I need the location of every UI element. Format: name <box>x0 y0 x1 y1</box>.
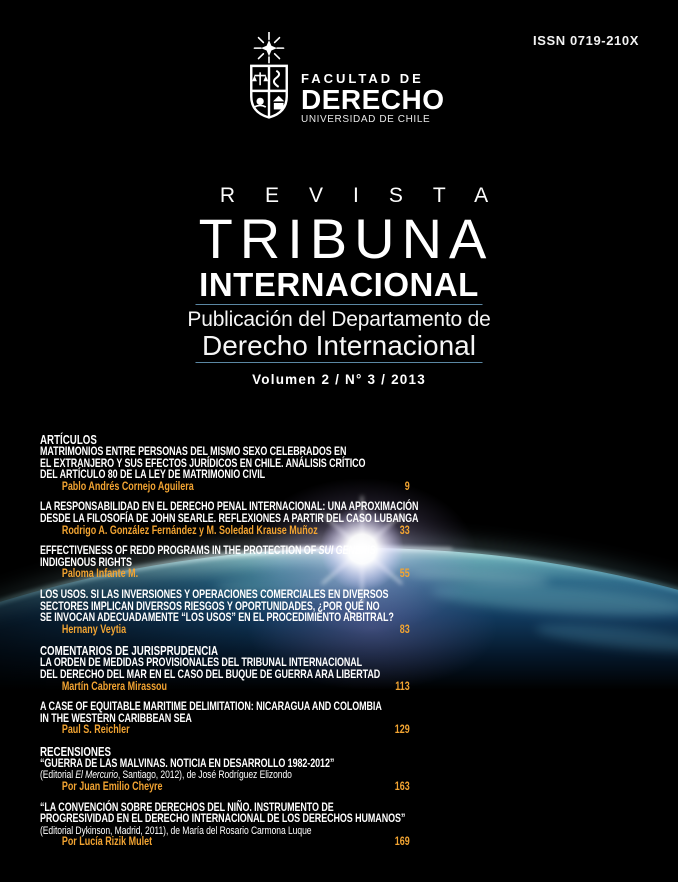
entry-title-line: SE INVOCAN ADECUADAMENTE “LOS USOS” EN EL PROCEDIMIENTO ARBITRAL? <box>40 612 394 625</box>
entry-title-line: LA ORDEN DE MEDIDAS PROVISIONALES DEL TRIBUNAL INTERNACIONAL <box>40 657 363 670</box>
entry-title-line: MATRIMONIOS ENTRE PERSONAS DEL MISMO SEXO CELEBRADOS EN <box>40 446 347 458</box>
tagline-line1: Publicación del Departamento de <box>187 308 491 331</box>
entry-title-line: SECTORES IMPLICAN DIVERSOS RIESGOS Y OPORTUNIDADES, ¿POR QUÉ NO <box>40 600 380 613</box>
logo-faculty-text: FACULTAD DE <box>301 71 424 86</box>
entry-page-number: 9 <box>404 480 410 493</box>
entry-title-line: PROGRESIVIDAD EN EL DERECHO INTERNACIONAL DE LOS DERECHOS HUMANOS” <box>40 813 406 826</box>
entry-page-number: 113 <box>395 680 410 693</box>
entry-page-number: 33 <box>399 524 410 537</box>
journal-title: TRIBUNA <box>198 207 494 270</box>
entry-author: Por Lucía Rizik Mulet <box>61 836 153 849</box>
logo-university-text: UNIVERSIDAD DE CHILE <box>301 114 431 125</box>
entry-title-line: (Editorial El Mercurio, Santiago, 2012), de José Rodríguez Elizondo <box>40 769 292 782</box>
entry-title-line: “GUERRA DE LAS MALVINAS. NOTICIA EN DESARROLLO 1982-2012” <box>40 757 335 770</box>
entry-page-number: 169 <box>394 836 410 849</box>
entry-title-line: (Editorial Dykinson, Madrid, 2011), de María del Rosario Carmona Luque <box>40 824 312 837</box>
toc-section-heading: RECENSIONES <box>40 744 111 759</box>
journal-subtitle: INTERNACIONAL <box>199 266 479 303</box>
coat-of-arms-icon <box>243 32 295 132</box>
entry-title-line: DEL ARTÍCULO 80 DE LA LEY DE MATRIMONIO CIVIL <box>40 469 266 482</box>
toc-entry <box>40 759 410 794</box>
entry-author: Martín Cabrera Mirassou <box>61 680 168 693</box>
volume-info: Volumen 2 / N° 3 / 2013 <box>252 372 426 387</box>
entry-page-number: 83 <box>399 623 410 636</box>
toc-entry <box>40 803 410 849</box>
entry-title-line: A CASE OF EQUITABLE MARITIME DELIMITATION: NICARAGUA AND COLOMBIA <box>40 701 382 714</box>
entry-title-line: DESDE LA FILOSOFÍA DE JOHN SEARLE. REFLEXIONES A PARTIR DEL CASO LUBANGA <box>40 512 419 525</box>
table-of-contents <box>40 433 419 858</box>
entry-author: Por Juan Emilio Cheyre <box>61 781 163 794</box>
toc-entry <box>40 447 410 493</box>
entry-author: Hernany Veytia <box>61 623 127 636</box>
entry-page-number: 163 <box>394 781 410 794</box>
toc-section-heading: ARTÍCULOS <box>40 433 97 447</box>
entry-page-number: 129 <box>394 724 410 737</box>
entry-author: Paul S. Reichler <box>61 724 130 737</box>
entry-title-line: LA RESPONSABILIDAD EN EL DERECHO PENAL INTERNACIONAL: UNA APROXIMACIÓN <box>40 501 419 514</box>
masthead-pretitle: REVISTA <box>219 184 519 207</box>
entry-title-line: LOS USOS. SI LAS INVERSIONES Y OPERACIONES COMERCIALES EN DIVERSOS <box>40 588 389 601</box>
entry-title-line: IN THE WESTERN CARIBBEAN SEA <box>40 712 192 725</box>
tagline-line2: Derecho Internacional <box>202 330 476 361</box>
entry-title-line: INDIGENOUS RIGHTS <box>40 556 132 569</box>
masthead-divider-top <box>196 304 483 305</box>
entry-title-line: DEL DERECHO DEL MAR EN EL CASO DEL BUQUE DE GUERRA ARA LIBERTAD <box>40 668 381 681</box>
toc-section <box>40 746 410 849</box>
issn-label: ISSN 0719-210X <box>533 33 639 48</box>
toc-entry <box>40 590 410 636</box>
entry-author: Paloma Infante M. <box>61 568 139 581</box>
logo-school-text: DERECHO <box>301 84 445 115</box>
toc-entry <box>40 702 410 737</box>
toc-section <box>40 433 419 636</box>
toc-entry <box>40 501 419 537</box>
masthead-divider-bottom <box>196 362 483 363</box>
entry-title-line: “LA CONVENCIÓN SOBRE DERECHOS DEL NIÑO. INSTRUMENTO DE <box>40 801 334 814</box>
entry-title-line: EFFECTIVENESS OF REDD PROGRAMS IN THE PROTECTION OF SUI GENERIS <box>40 545 376 558</box>
toc-entry <box>40 546 410 581</box>
faculty-logo <box>243 32 463 136</box>
entry-author: Rodrigo A. González Fernández y M. Soledad Krause Muñoz <box>61 524 318 537</box>
toc-section <box>40 645 410 737</box>
entry-author: Pablo Andrés Cornejo Aguilera <box>61 480 194 493</box>
entry-page-number: 55 <box>399 568 410 581</box>
toc-entry <box>40 658 410 693</box>
toc-section-heading: COMENTARIOS DE JURISPRUDENCIA <box>40 644 219 659</box>
entry-title-line: EL EXTRANJERO Y SUS EFECTOS JURÍDICOS EN CHILE. ANÁLISIS CRÍTICO <box>40 457 366 470</box>
